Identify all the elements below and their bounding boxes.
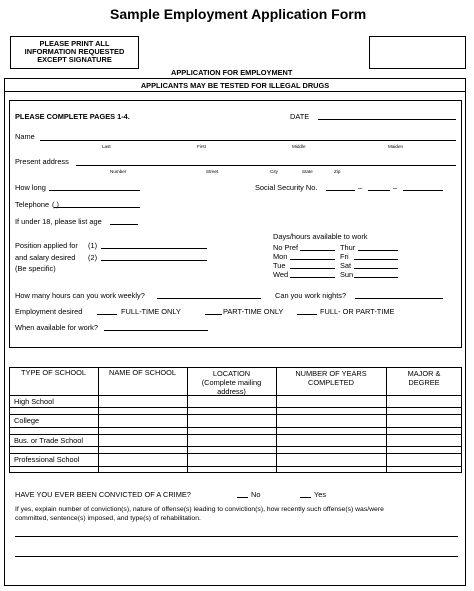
explain-line-1: If yes, explain number of conviction(s), nature of offense(s) leading to conviction(s), how recently such offense(s) was/were xyxy=(15,506,384,513)
full-time-checkbox[interactable] xyxy=(97,314,117,315)
days-hours-title: Days/hours available to work xyxy=(273,232,368,241)
ssn-field-3[interactable] xyxy=(403,190,443,191)
fri-label: Fri xyxy=(340,252,349,261)
ssn-field-1[interactable] xyxy=(326,190,355,191)
header-years-completed: NUMBER OF YEARS COMPLETED xyxy=(295,369,367,387)
notice-line-2: INFORMATION REQUESTED xyxy=(24,47,125,56)
header-name-of-school: NAME OF SCHOOL xyxy=(109,368,176,377)
mon-field[interactable] xyxy=(290,259,335,260)
when-available-label: When available for work? xyxy=(15,323,98,332)
full-time-label: FULL-TIME ONLY xyxy=(121,307,181,316)
when-available-field[interactable] xyxy=(104,330,208,331)
address-field[interactable] xyxy=(76,165,456,166)
address-city-caption: City xyxy=(270,169,278,174)
hours-weekly-label: How many hours can you work weekly? xyxy=(15,291,145,300)
ssn-field-2[interactable] xyxy=(368,190,390,191)
no-pref-label: No Pref xyxy=(273,243,299,252)
part-time-checkbox[interactable] xyxy=(205,314,222,315)
position-option-2: (2) xyxy=(88,253,98,262)
telephone-label: Telephone xyxy=(15,200,50,209)
wed-field[interactable] xyxy=(290,277,335,278)
table-row: Bus. or Trade School xyxy=(14,436,84,445)
position-option-1: (1) xyxy=(88,241,98,250)
address-state-caption: State xyxy=(302,169,313,174)
name-first-caption: First xyxy=(197,144,206,149)
explain-field-1[interactable] xyxy=(15,536,458,537)
no-pref-field[interactable] xyxy=(300,250,335,251)
telephone-field[interactable] xyxy=(54,207,140,208)
wed-label: Wed xyxy=(273,270,289,279)
notice-line-1: PLEASE PRINT ALL xyxy=(39,39,110,48)
work-nights-label: Can you work nights? xyxy=(275,291,347,300)
address-zip-caption: Zip xyxy=(334,169,341,174)
full-or-part-time-checkbox[interactable] xyxy=(297,314,317,315)
instructions: PLEASE COMPLETE PAGES 1-4. xyxy=(15,112,130,121)
explain-field-2[interactable] xyxy=(15,556,458,557)
address-number-caption: Number xyxy=(110,169,127,174)
how-long-label: How long xyxy=(15,183,46,192)
section-title: APPLICATION FOR EMPLOYMENT xyxy=(171,68,293,77)
hours-weekly-field[interactable] xyxy=(157,298,261,299)
table-row: College xyxy=(14,416,40,425)
convicted-yes-checkbox[interactable] xyxy=(300,497,311,498)
page-title: Sample Employment Application Form xyxy=(110,6,367,22)
tue-label: Tue xyxy=(273,261,286,270)
name-maiden-caption: Maiden xyxy=(388,144,404,149)
ssn-dash-2: – xyxy=(393,183,398,192)
position-field-2[interactable] xyxy=(101,260,207,261)
name-label: Name xyxy=(15,132,35,141)
table-row: High School xyxy=(14,397,54,406)
tue-field[interactable] xyxy=(290,268,335,269)
name-middle-caption: Middle xyxy=(292,144,306,149)
employment-desired-label: Employment desired xyxy=(15,307,83,316)
notice-line-3: EXCEPT SIGNATURE xyxy=(37,55,112,64)
telephone-area-code[interactable]: ( ) xyxy=(52,200,59,209)
be-specific-label: (Be specific) xyxy=(15,264,56,273)
sat-label: Sat xyxy=(340,261,352,270)
salary-label: and salary desired xyxy=(15,253,76,262)
convicted-question: HAVE YOU EVER BEEN CONVICTED OF A CRIME? xyxy=(15,490,191,499)
thur-field[interactable] xyxy=(358,250,398,251)
name-last-caption: Last xyxy=(102,144,111,149)
explain-line-2: committed, sentence(s) imposed, and type(s) of rehabilitation. xyxy=(15,515,201,522)
header-type-of-school: TYPE OF SCHOOL xyxy=(21,368,86,377)
under-18-label: If under 18, please list age xyxy=(15,217,102,226)
header-major-degree: MAJOR & DEGREE xyxy=(407,369,441,387)
thur-label: Thur xyxy=(340,243,356,252)
office-use-box[interactable] xyxy=(369,36,466,69)
part-time-label: PART-TIME ONLY xyxy=(223,307,284,316)
ssn-label: Social Security No. xyxy=(255,183,318,192)
sun-label: Sun xyxy=(340,270,354,279)
convicted-yes-label: Yes xyxy=(314,490,327,499)
drug-notice: APPLICANTS MAY BE TESTED FOR ILLEGAL DRUGS xyxy=(140,81,330,90)
address-label: Present address xyxy=(15,157,69,166)
convicted-no-checkbox[interactable] xyxy=(237,497,248,498)
how-long-field[interactable] xyxy=(49,190,140,191)
sun-field[interactable] xyxy=(354,277,398,278)
full-or-part-time-label: FULL- OR PART-TIME xyxy=(320,307,395,316)
sat-field[interactable] xyxy=(354,268,398,269)
name-field[interactable] xyxy=(40,140,456,141)
position-field-1[interactable] xyxy=(101,248,207,249)
convicted-no-label: No xyxy=(251,490,261,499)
fri-field[interactable] xyxy=(354,259,398,260)
ssn-dash-1: – xyxy=(358,183,363,192)
mon-label: Mon xyxy=(273,252,288,261)
position-label: Position applied for xyxy=(15,241,78,250)
date-label: DATE xyxy=(290,112,310,121)
address-street-caption: Street xyxy=(206,169,219,174)
work-nights-field[interactable] xyxy=(355,298,443,299)
table-row: Professional School xyxy=(14,455,80,464)
header-location: LOCATION (Complete mailing address) xyxy=(201,369,262,396)
date-field[interactable] xyxy=(318,119,456,120)
age-field[interactable] xyxy=(110,224,138,225)
